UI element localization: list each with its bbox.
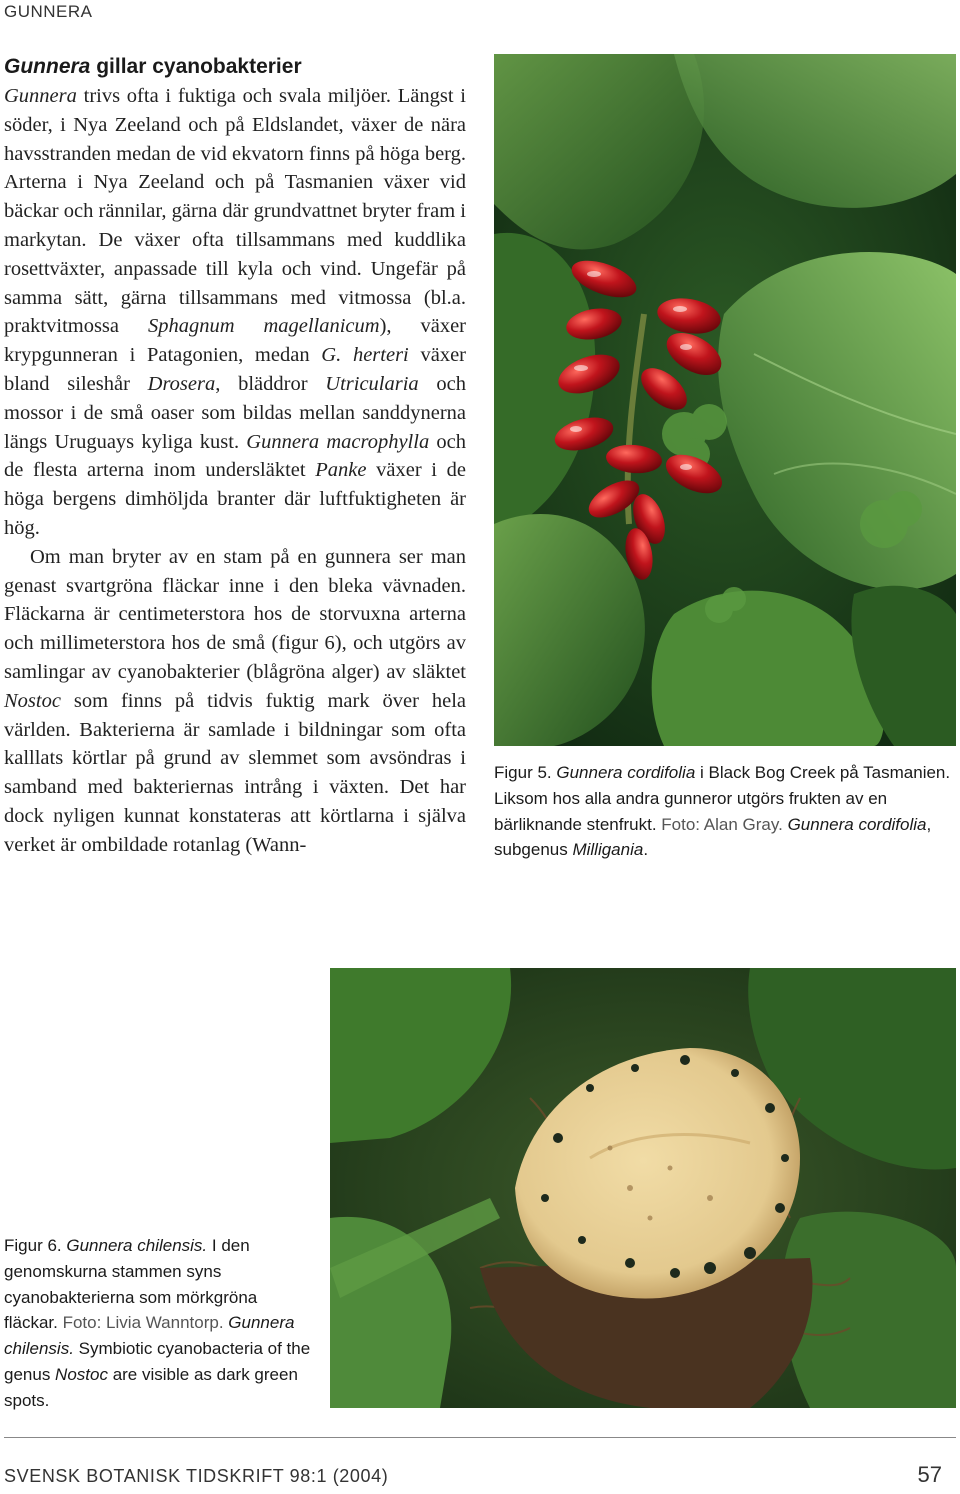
article-paragraph-1 <box>4 82 466 543</box>
italic-term: Milligania <box>572 840 644 860</box>
article-paragraph-2 <box>4 543 466 860</box>
figure-5-photo <box>494 54 956 746</box>
italic-term: Panke <box>315 459 367 482</box>
footer-divider <box>4 1437 956 1438</box>
text-run: Figur 5. <box>494 763 557 782</box>
text-run: ), växer krypgunneran i Patagonien, medan <box>4 315 467 367</box>
text-run: som finns på tidvis fuktig mark över hela världen. Bakterierna är samlade i bildningar som ofta kalllats körtlar på grund av slemmet som avsöndras i samband med bakteriernas intrång i växten. Det har dock nyligen kunnat konstateras att körtlarna i själva verket är ombildade rotanlag (Wann- <box>4 689 466 856</box>
figure-5-caption <box>494 760 956 863</box>
figure-6-caption <box>4 1233 314 1414</box>
text-run: Figur 6. <box>4 1236 67 1255</box>
text-run: och de flesta arterna inom undersläktet <box>4 430 466 482</box>
italic-term: Gunnera chilensis. <box>66 1236 208 1255</box>
text-run: växer bland sileshår <box>4 344 466 395</box>
photo-credit: Foto: Alan Gray. <box>661 814 783 834</box>
text-run: I den genomskurna stammen syns cyanobakterierna som mörkgröna fläckar. <box>4 1236 258 1333</box>
gunnera-cordifolia-photo <box>494 54 956 746</box>
text-run: i Black Bog Creek på Tasmanien. Liksom hos alla andra gunneror utgörs frukten av en bärliknande stenfrukt. <box>494 763 951 834</box>
photo-credit: Foto: Livia Wanntorp. <box>62 1313 224 1333</box>
italic-term: Gunnera cordifolia <box>787 814 927 834</box>
text-run: växer i de höga bergens dimhöljda branter där luftfuktigheten är hög. <box>4 459 466 539</box>
page-number: 57 <box>917 1462 942 1487</box>
italic-term: Nostoc <box>55 1364 108 1384</box>
text-run: trivs ofta i fuktiga och svala miljöer. Längst i söder, i Nya Zeeland och på Eldslandet, växer de nära havsstranden medan de vid ekvatorn finns på höga berg. Arterna i Nya Zeeland och på Tasmanien växer vid bäckar och rännilar, gärna där grundvattnet bryter fram i markytan. De växer ofta tillsammans med kuddlika rosettväxter, anpassade till kyla och vind. Ungefär på samma sätt, gärna tillsammans med vitmossa (bl.a. praktvitmossa <box>4 85 466 338</box>
article-heading <box>4 54 466 80</box>
text-run: . <box>643 840 649 860</box>
footer-journal: SVENSK BOTANISK TIDSKRIFT 98:1 (2004) <box>4 1466 389 1486</box>
italic-term: Gunnera chilensis. <box>4 1313 295 1359</box>
article-heading-text: gillar cyanobakterier <box>90 55 302 78</box>
figure-6-photo <box>330 968 956 1408</box>
italic-term: Gunnera <box>4 85 77 107</box>
article-heading-italic: Gunnera <box>4 55 91 78</box>
text-run: are visible as dark green spots. <box>4 1364 298 1410</box>
italic-term: Sphagnum magellanicum <box>147 315 380 338</box>
text-run: och mossor i de små oaser som bildas mellan sanddynerna längs Uruguays kyliga kust. <box>4 372 467 453</box>
italic-term: Gunnera cordifolia <box>556 763 696 782</box>
italic-term: Utricularia <box>325 372 419 395</box>
text-run: Om man bryter av en stam på en gunnera ser man genast svartgröna fläckar inne i den bleka vävnaden. Fläckarna är centimeterstora hos de storvuxna arterna och millimeterstora hos de små (figur 6), och utgörs av samlingar av cyanobakterier (blågröna alger) av släktet <box>4 545 466 683</box>
text-run: , subgenus <box>494 814 932 860</box>
italic-term: Drosera <box>147 372 216 395</box>
running-head: GUNNERA <box>4 2 93 21</box>
text-run: , bläddror <box>215 372 326 395</box>
italic-term: Nostoc <box>4 689 61 712</box>
italic-term: G. herteri <box>321 344 409 367</box>
article <box>4 54 466 860</box>
italic-term: Gunnera macrophylla <box>246 430 430 453</box>
text-run: Symbiotic cyanobacteria of the genus <box>4 1339 311 1384</box>
gunnera-chilensis-photo <box>330 968 956 1408</box>
